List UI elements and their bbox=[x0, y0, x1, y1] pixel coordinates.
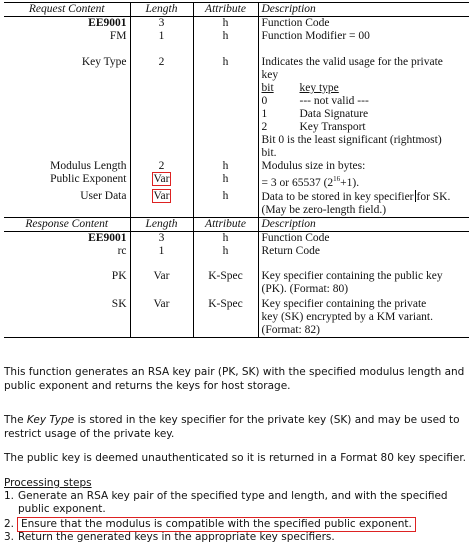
bit-table bbox=[262, 82, 467, 134]
desc-text: for SK. bbox=[416, 190, 451, 203]
list-item bbox=[4, 518, 466, 531]
cell-length: 2 bbox=[130, 160, 193, 173]
table-row bbox=[4, 190, 469, 218]
cell-description: Function Code bbox=[261, 17, 330, 29]
paragraph-key-type bbox=[4, 413, 466, 441]
list-item bbox=[4, 490, 466, 516]
cell-content: Modulus Length bbox=[4, 160, 130, 173]
bit-value: 0 bbox=[261, 95, 268, 107]
cell-description bbox=[258, 190, 469, 218]
spec-table bbox=[4, 2, 469, 338]
cell-attribute: K-Spec bbox=[193, 296, 258, 338]
desc-note: Bit 0 is the least significant (rightmost) bbox=[261, 134, 442, 146]
cell-description: Function Modifier = 00 bbox=[261, 30, 370, 42]
desc-line: Key specifier containing the private bbox=[261, 297, 427, 310]
header-length: Length bbox=[130, 3, 193, 17]
cell-description: Function Code bbox=[261, 231, 330, 244]
cell-content: rc bbox=[4, 245, 130, 258]
table-row bbox=[4, 17, 469, 31]
desc-note: bit. bbox=[261, 147, 277, 159]
cell-attribute: h bbox=[193, 30, 258, 43]
text-cursor bbox=[415, 190, 416, 202]
header-content: Response Content bbox=[4, 217, 130, 231]
request-header-row bbox=[4, 3, 469, 17]
desc-line: Key specifier containing the public key bbox=[261, 269, 443, 282]
cell-attribute: K-Spec bbox=[193, 258, 258, 296]
cell-attribute: h bbox=[193, 245, 258, 258]
cell-description: Return Code bbox=[261, 244, 320, 257]
header-content: Request Content bbox=[4, 3, 130, 17]
cell-content: Public Exponent bbox=[4, 173, 130, 190]
cell-content: SK bbox=[4, 296, 130, 338]
paragraph-text: The bbox=[4, 414, 27, 426]
cell-description bbox=[258, 296, 469, 338]
step-text: Return the generated keys in the appropriate key specifiers. bbox=[18, 531, 335, 543]
cell-length: 1 bbox=[130, 30, 193, 43]
cell-content: PK bbox=[4, 258, 130, 296]
step-number: 2. bbox=[4, 518, 15, 530]
desc-line: key (SK) encrypted by a KM variant. bbox=[261, 310, 433, 323]
cell-attribute: h bbox=[193, 43, 258, 160]
header-length: Length bbox=[130, 217, 193, 231]
cell-attribute: h bbox=[193, 160, 258, 173]
bit-label: Data Signature bbox=[299, 108, 369, 120]
table-row bbox=[4, 258, 469, 296]
cell-attribute: h bbox=[193, 17, 258, 31]
step-text: Generate an RSA key pair of the specified type and length, and with the specified public exponent. bbox=[18, 490, 448, 515]
table-row bbox=[4, 245, 469, 258]
cell-length: 3 bbox=[130, 17, 193, 31]
cell-content: User Data bbox=[4, 190, 130, 218]
cell-content: FM bbox=[4, 30, 130, 43]
desc-text: = 3 or 65537 (2 bbox=[261, 176, 334, 189]
desc-line: Indicates the valid usage for the private bbox=[261, 56, 443, 68]
bit-header: bit bbox=[261, 82, 274, 94]
cell-length: 1 bbox=[130, 245, 193, 258]
header-attribute: Attribute bbox=[193, 3, 258, 17]
response-header-row bbox=[4, 217, 469, 231]
cell-description bbox=[258, 43, 469, 160]
table-row bbox=[4, 231, 469, 245]
highlighted-step bbox=[18, 518, 466, 531]
header-description: Description bbox=[258, 3, 469, 17]
bit-label: --- not valid --- bbox=[299, 95, 369, 107]
cell-attribute: h bbox=[193, 231, 258, 245]
cell-description bbox=[258, 173, 469, 190]
cell-length: 2 bbox=[130, 43, 193, 160]
desc-superscript: 16 bbox=[333, 175, 341, 183]
cell-content: Key Type bbox=[4, 43, 130, 160]
paragraph-text: is stored in the key specifier for the private key (SK) and may be used to restrict usage of the private key. bbox=[4, 414, 460, 440]
cell-content: EE9001 bbox=[4, 17, 130, 31]
cell-description: Modulus size in bytes: bbox=[261, 160, 366, 172]
paragraph-intro: This function generates an RSA key pair (PK, SK) with the specified modulus length and public exponent and returns the keys for host storage. bbox=[4, 366, 465, 392]
desc-text: Data to be stored in key specifier bbox=[261, 190, 414, 203]
desc-text: +1). bbox=[340, 176, 360, 189]
key-type-header: key type bbox=[299, 82, 339, 94]
header-attribute: Attribute bbox=[193, 217, 258, 231]
step-number: 1. bbox=[4, 490, 15, 502]
processing-title: Processing steps bbox=[4, 477, 92, 489]
cell-length: Var bbox=[130, 258, 193, 296]
cell-attribute: h bbox=[193, 190, 258, 218]
cell-length: Var bbox=[130, 296, 193, 338]
paragraph-italic: Key Type bbox=[26, 414, 75, 426]
cell-description bbox=[258, 258, 469, 296]
cell-length bbox=[130, 190, 193, 218]
header-description: Description bbox=[258, 217, 469, 231]
step-number: 3. bbox=[4, 531, 15, 543]
table-row bbox=[4, 43, 469, 160]
desc-text: (May be zero-length field.) bbox=[261, 203, 387, 216]
table-row bbox=[4, 30, 469, 43]
step-text: Ensure that the modulus is compatible with the specified public exponent. bbox=[18, 518, 415, 531]
table-row bbox=[4, 173, 469, 190]
cell-attribute: h bbox=[193, 173, 258, 190]
paragraph-public-key: The public key is deemed unauthenticated so it is returned in a Format 80 key specifier. bbox=[4, 452, 467, 464]
highlighted-length: Var bbox=[153, 173, 170, 185]
desc-line: key bbox=[261, 69, 279, 81]
cell-length bbox=[130, 173, 193, 190]
list-item bbox=[4, 531, 466, 544]
desc-line: (Format: 82) bbox=[261, 323, 320, 336]
bit-label: Key Transport bbox=[299, 121, 366, 133]
desc-line: (PK). (Format: 80) bbox=[261, 282, 349, 295]
table-row bbox=[4, 160, 469, 173]
bit-value: 1 bbox=[261, 108, 268, 120]
bit-value: 2 bbox=[261, 121, 268, 133]
cell-content: EE9001 bbox=[4, 231, 130, 245]
table-row bbox=[4, 296, 469, 338]
cell-length: 3 bbox=[130, 231, 193, 245]
highlighted-length: Var bbox=[153, 189, 170, 202]
processing-steps bbox=[4, 477, 466, 544]
